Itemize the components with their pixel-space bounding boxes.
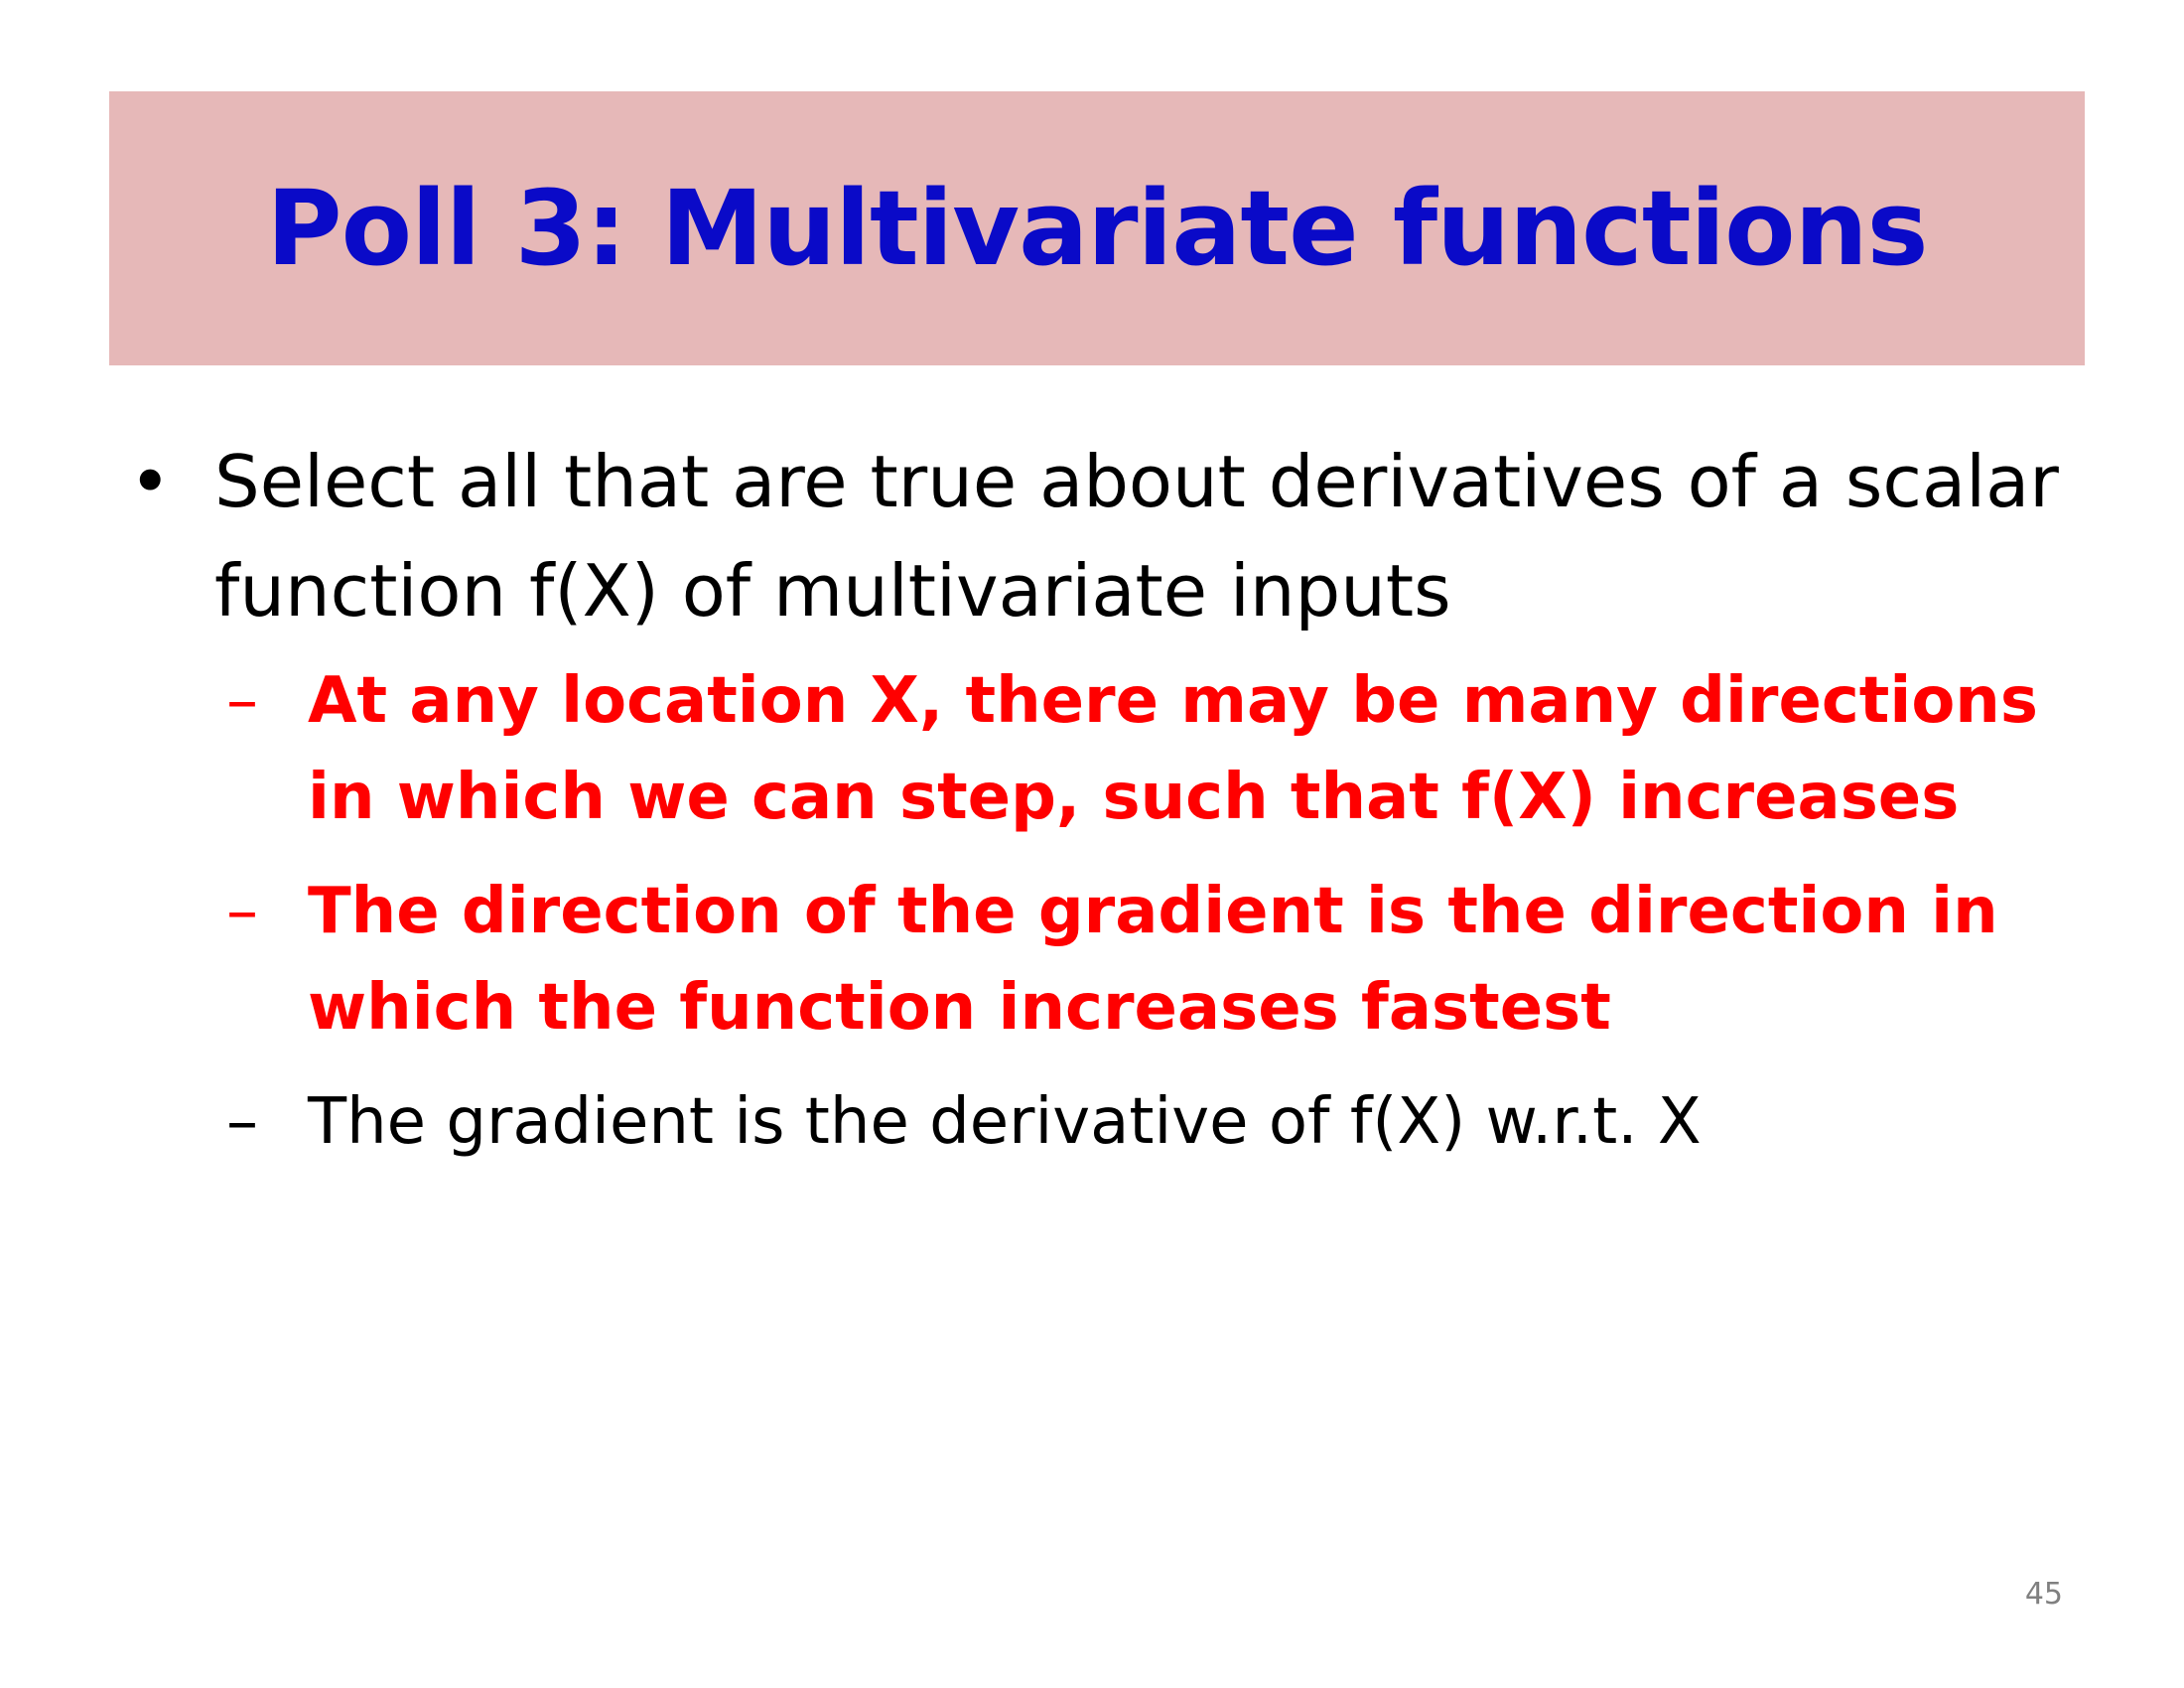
question-text: Select all that are true about derivatives of a scalar function f(X) of multivariate inputs [214,440,2059,633]
option-item [226,864,2095,1056]
option-item [226,653,2095,846]
dash-icon: – [226,1085,258,1159]
option-text: At any location X, there may be many directions in which we can step, such that f(X) increases [308,664,2038,834]
option-text: The direction of the gradient is the direction in which the function increases fastest [308,875,1998,1045]
slide-number: 45 [2024,1577,2063,1612]
dash-icon: – [226,875,258,948]
bullet-icon: • [129,440,172,523]
option-item [226,1074,2095,1171]
option-list [226,653,2085,1171]
dash-icon: – [226,664,258,738]
question-bullet [129,427,2101,645]
title-banner [109,91,2085,365]
slide-title: Poll 3: Multivariate functions [266,168,1928,289]
option-text: The gradient is the derivative of f(X) w.r.t. X [308,1085,1702,1159]
slide-body [129,427,2085,1189]
